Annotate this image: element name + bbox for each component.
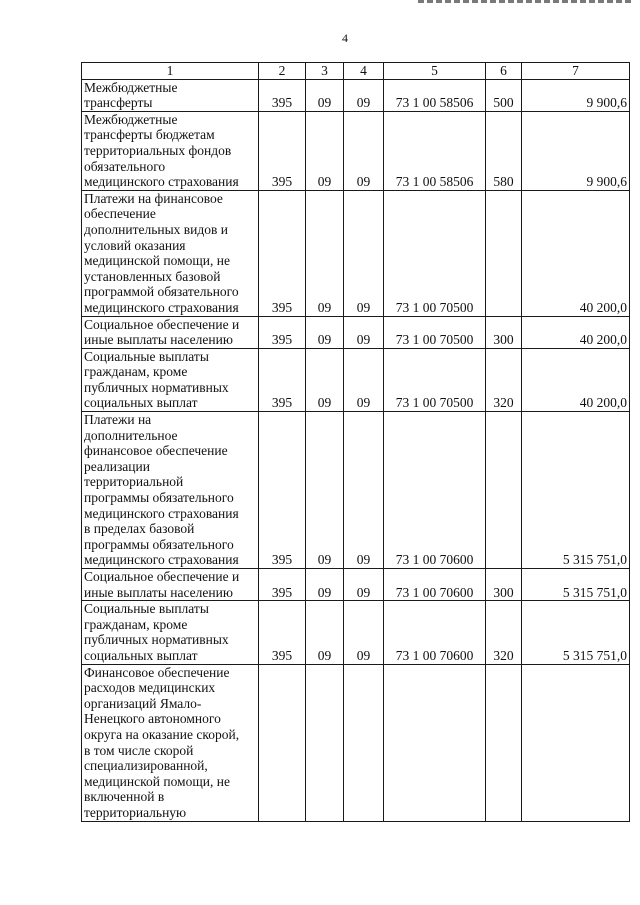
row-col-3: 09 [306,316,344,348]
row-col-4 [344,664,384,821]
row-col-3: 09 [306,111,344,190]
table-row [82,190,630,316]
row-name: Социальные выплаты гражданам, кроме публичных нормативных социальных выплат [82,601,259,664]
table-row [82,111,630,190]
row-col-3: 09 [306,348,344,411]
row-col-5: 73 1 00 70600 [384,601,486,664]
row-col-2: 395 [259,111,306,190]
row-col-7: 40 200,0 [522,348,630,411]
table-row [82,348,630,411]
header-col-7: 7 [522,63,630,80]
table-row [82,412,630,569]
header-col-6: 6 [486,63,522,80]
row-col-5: 73 1 00 70500 [384,348,486,411]
header-col-5: 5 [384,63,486,80]
table-row [82,569,630,601]
page-number: 4 [342,31,348,45]
row-col-4: 09 [344,111,384,190]
row-col-7: 5 315 751,0 [522,412,630,569]
row-col-6: 320 [486,348,522,411]
row-col-3: 09 [306,190,344,316]
row-col-5: 73 1 00 58506 [384,79,486,111]
row-col-2: 395 [259,316,306,348]
header-row [82,63,630,80]
row-col-6: 300 [486,569,522,601]
row-col-3: 09 [306,412,344,569]
row-col-4: 09 [344,601,384,664]
row-col-5: 73 1 00 58506 [384,111,486,190]
row-col-5: 73 1 00 70500 [384,190,486,316]
row-col-7: 40 200,0 [522,190,630,316]
row-col-5 [384,664,486,821]
row-name: Платежи на финансовое обеспечение дополнительных видов и условий оказания медицинской помощи, не установленных базовой программой обязательного медицинского страхования [82,190,259,316]
row-col-6: 300 [486,316,522,348]
row-name: Финансовое обеспечение расходов медицинских организаций Ямало- Ненецкого автономного округа на оказание скорой, в том числе скорой специализированной, медицинской помощи, не включенной в территориальную [82,664,259,821]
row-col-3: 09 [306,79,344,111]
row-col-2: 395 [259,348,306,411]
table-row [82,664,630,821]
row-col-7 [522,664,630,821]
row-col-7: 40 200,0 [522,316,630,348]
row-name: Межбюджетные трансферты бюджетам территориальных фондов обязательного медицинского страхования [82,111,259,190]
row-col-7: 5 315 751,0 [522,601,630,664]
row-col-3: 09 [306,569,344,601]
row-name: Платежи на дополнительное финансовое обеспечение реализации территориальной программы обязательного медицинского страхования в пределах базовой программы обязательного медицинского страхования [82,412,259,569]
row-col-2: 395 [259,601,306,664]
row-col-3 [306,664,344,821]
row-col-2: 395 [259,79,306,111]
row-col-3: 09 [306,601,344,664]
row-col-7: 9 900,6 [522,111,630,190]
row-col-7: 9 900,6 [522,79,630,111]
row-col-6 [486,190,522,316]
budget-table [81,62,630,822]
header-col-1: 1 [82,63,259,80]
header-col-2: 2 [259,63,306,80]
row-col-2: 395 [259,569,306,601]
table-row [82,316,630,348]
row-col-2: 395 [259,412,306,569]
top-edge-line [418,0,632,3]
row-col-4: 09 [344,412,384,569]
row-col-5: 73 1 00 70600 [384,412,486,569]
row-col-4: 09 [344,79,384,111]
row-name: Межбюджетные трансферты [82,79,259,111]
row-col-2 [259,664,306,821]
row-col-2: 395 [259,190,306,316]
header-col-4: 4 [344,63,384,80]
row-name: Социальное обеспечение и иные выплаты населению [82,569,259,601]
row-col-4: 09 [344,190,384,316]
row-col-6 [486,412,522,569]
row-col-4: 09 [344,348,384,411]
row-name: Социальные выплаты гражданам, кроме публичных нормативных социальных выплат [82,348,259,411]
row-col-6: 320 [486,601,522,664]
row-col-4: 09 [344,569,384,601]
row-col-7: 5 315 751,0 [522,569,630,601]
row-col-4: 09 [344,316,384,348]
row-col-5: 73 1 00 70500 [384,316,486,348]
header-col-3: 3 [306,63,344,80]
row-col-6 [486,664,522,821]
row-col-6: 580 [486,111,522,190]
row-name: Социальное обеспечение и иные выплаты населению [82,316,259,348]
table-row [82,601,630,664]
table-row [82,79,630,111]
row-col-5: 73 1 00 70600 [384,569,486,601]
row-col-6: 500 [486,79,522,111]
